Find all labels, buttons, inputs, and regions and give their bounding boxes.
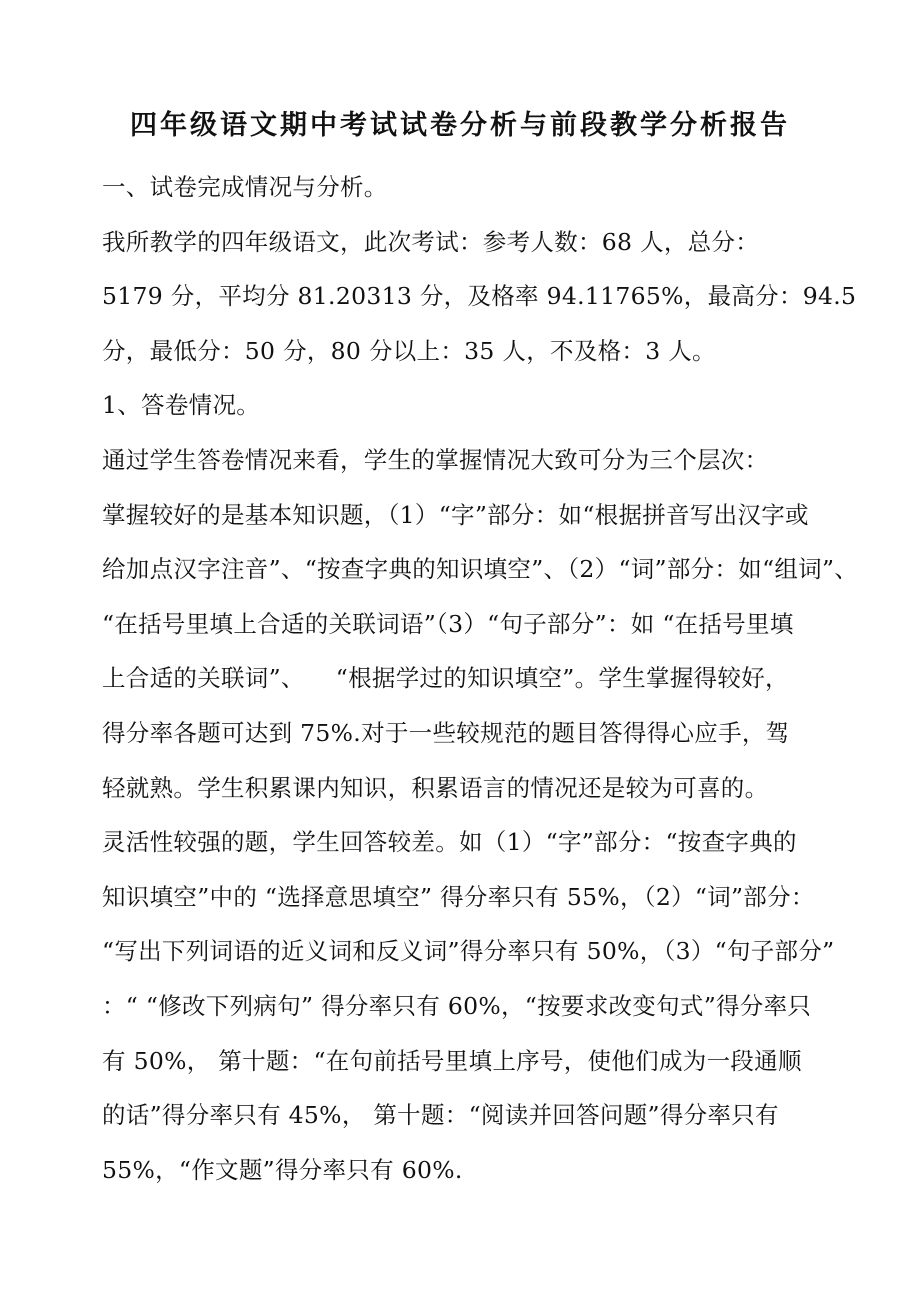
paragraph-line: 有 50%， 第十题：“在句前括号里填上序号，使他们成为一段通顺 <box>102 1046 802 1075</box>
paragraph-line: “写出下列词语的近义词和反义词”得分率只有 50%，（3）“句子部分” <box>102 937 835 966</box>
section-heading-paper-analysis: 一、试卷完成情况与分析。 <box>102 173 388 201</box>
paragraph-line: 分，最低分：50 分，80 分以上：35 人，不及格：3 人。 <box>102 336 716 365</box>
paragraph-line: 知识填空”中的 “选择意思填空” 得分率只有 55%，（2）“词”部分： <box>102 882 815 911</box>
paragraph-line: “在括号里填上合适的关联词语”（3）“句子部分”：如 “在括号里填 <box>102 609 794 638</box>
paragraph-line: 掌握较好的是基本知识题，（1）“字”部分：如“根据拼音写出汉字或 <box>102 500 809 529</box>
subsection-heading-answer-status: 1、答卷情况。 <box>102 391 261 420</box>
paragraph-line: ：“ “修改下列病句” 得分率只有 60%，“按要求改变句式”得分率只 <box>102 991 812 1020</box>
paragraph-line: 55%，“作文题”得分率只有 60%. <box>102 1155 463 1184</box>
paragraph-line: 给加点汉字注音”、“按查字典的知识填空”、（2）“词”部分：如“组词”、 <box>102 555 859 584</box>
document-body <box>102 160 862 1197</box>
paragraph-line: 轻就熟。学生积累课内知识，积累语言的情况还是较为可喜的。 <box>102 773 769 802</box>
paragraph-line: 灵活性较强的题，学生回答较差。如（1）“字”部分：“按查字典的 <box>102 828 797 857</box>
paragraph-line: 通过学生答卷情况来看，学生的掌握情况大致可分为三个层次： <box>102 445 769 474</box>
paragraph-line: 的话”得分率只有 45%， 第十题：“阅读并回答问题”得分率只有 <box>102 1101 779 1130</box>
paragraph-line: 得分率各题可达到 75%.对于一些较规范的题目答得得心应手，驾 <box>102 718 790 747</box>
document-title: 四年级语文期中考试试卷分析与前段教学分析报告 <box>130 110 790 141</box>
paragraph-line: 我所教学的四年级语文，此次考试：参考人数：68 人，总分： <box>102 227 760 256</box>
paragraph-line: 5179 分，平均分 81.20313 分，及格率 94.11765%，最高分：94.5 <box>102 282 857 311</box>
paragraph-line: 上合适的关联词”、 “根据学过的知识填空”。学生掌握得较好， <box>102 664 789 693</box>
